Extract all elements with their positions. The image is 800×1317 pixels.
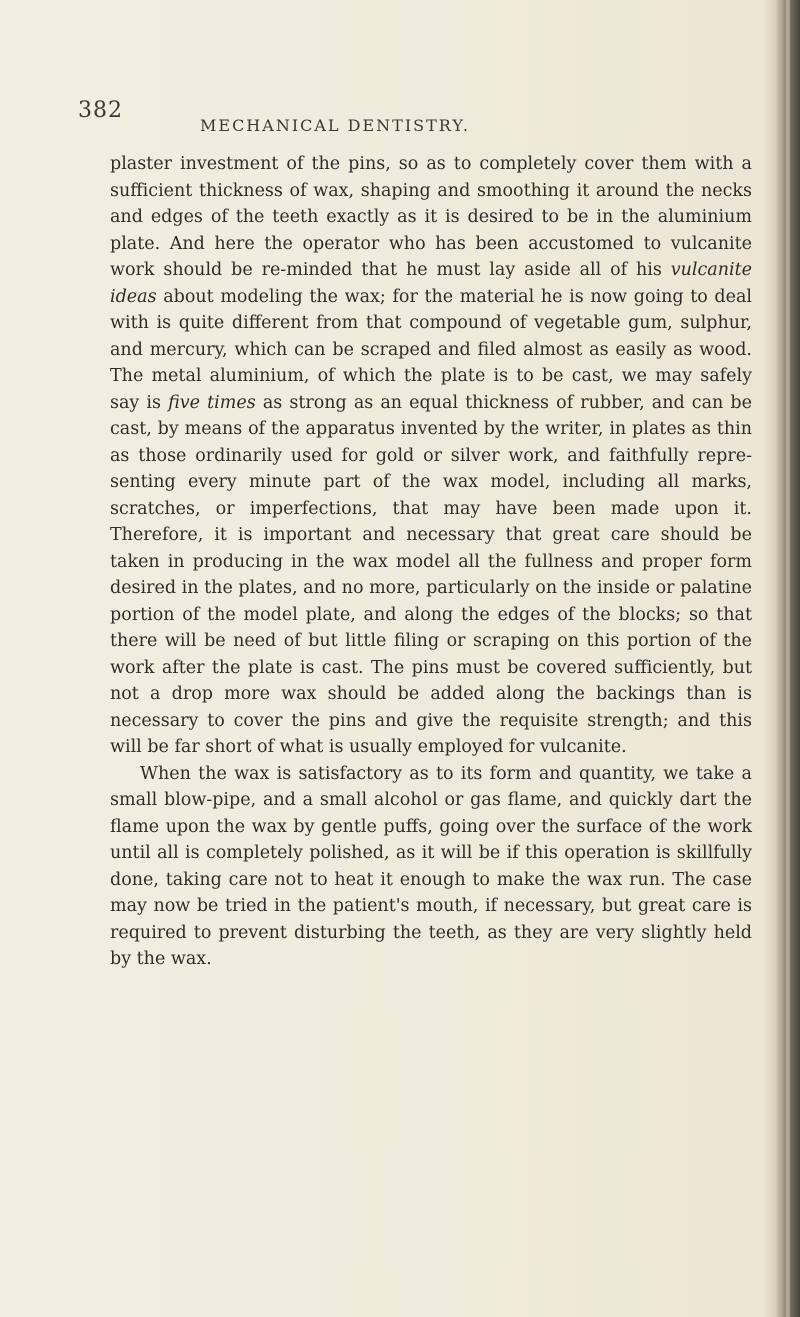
paragraph-2: When the wax is satisfactory as to its form and quantity, we take a small blow-pipe, and a small alcohol or gas flame, and quickly dart the flame upon the wax by gentle puffs, going over the surface of the work until all is completely polished, as it will be if this operation is skillfully done, taking care not to heat it enough to make the wax run. The case may now be tried in the patient's mouth, if necessary, but great care is required to prevent disturbing the teeth, as they are very slightly held by the wax.	[110, 763, 752, 969]
running-head: MECHANICAL DENTISTRY.	[200, 116, 470, 135]
paragraph-1-text-a: plaster investment of the pins, so as to completely cover them with a sufficient thickness of wax, shaping and smoothing it around the necks and edges of the teeth exactly as it is desired to be in the aluminium plate. And here the operator who has been accustomed to vulcanite work should be re-minded that he must lay aside all of his	[110, 154, 752, 280]
page-binding-edge	[762, 0, 800, 1317]
page-header	[78, 98, 718, 138]
emphasis-five-times: five times	[168, 392, 256, 413]
paragraph-1-text-c: as strong as an equal thickness of rubber, and can be cast, by means of the apparatus invented by the writer, in plates as thin as those ordinarily used for gold or silver work, and faithfully repre-senting every minute part of the wax model, including all marks, scratches, or imperfections, that may have been made upon it. Therefore, it is important and necessary that great care should be taken in producing in the wax model all the fullness and proper form desired in the plates, and no more, particularly on the inside or palatine portion of the model plate, and along the edges of the blocks; so that there will be need of but little filing or scraping on this portion of the work after the plate is cast. The pins must be covered sufficiently, but not a drop more wax should be added along the backings than is necessary to cover the pins and give the requisite strength; and this will be far short of what is usually employed for vulcanite.	[110, 392, 752, 757]
paragraph-1-text-b: about modeling the wax; for the material he is now going to deal with is quite different from that compound of vegetable gum, sulphur, and mercury, which can be scraped and filed almost as easily as wood. The metal aluminium, of which the plate is to be cast, we may safely say is	[110, 286, 752, 413]
page-edge-shadow	[786, 0, 790, 1317]
paragraph-1	[110, 151, 752, 761]
page-number: 382	[78, 98, 123, 123]
emphasis-vulcanite-ideas: vulcanite ideas	[110, 260, 752, 307]
body-text	[110, 151, 752, 973]
